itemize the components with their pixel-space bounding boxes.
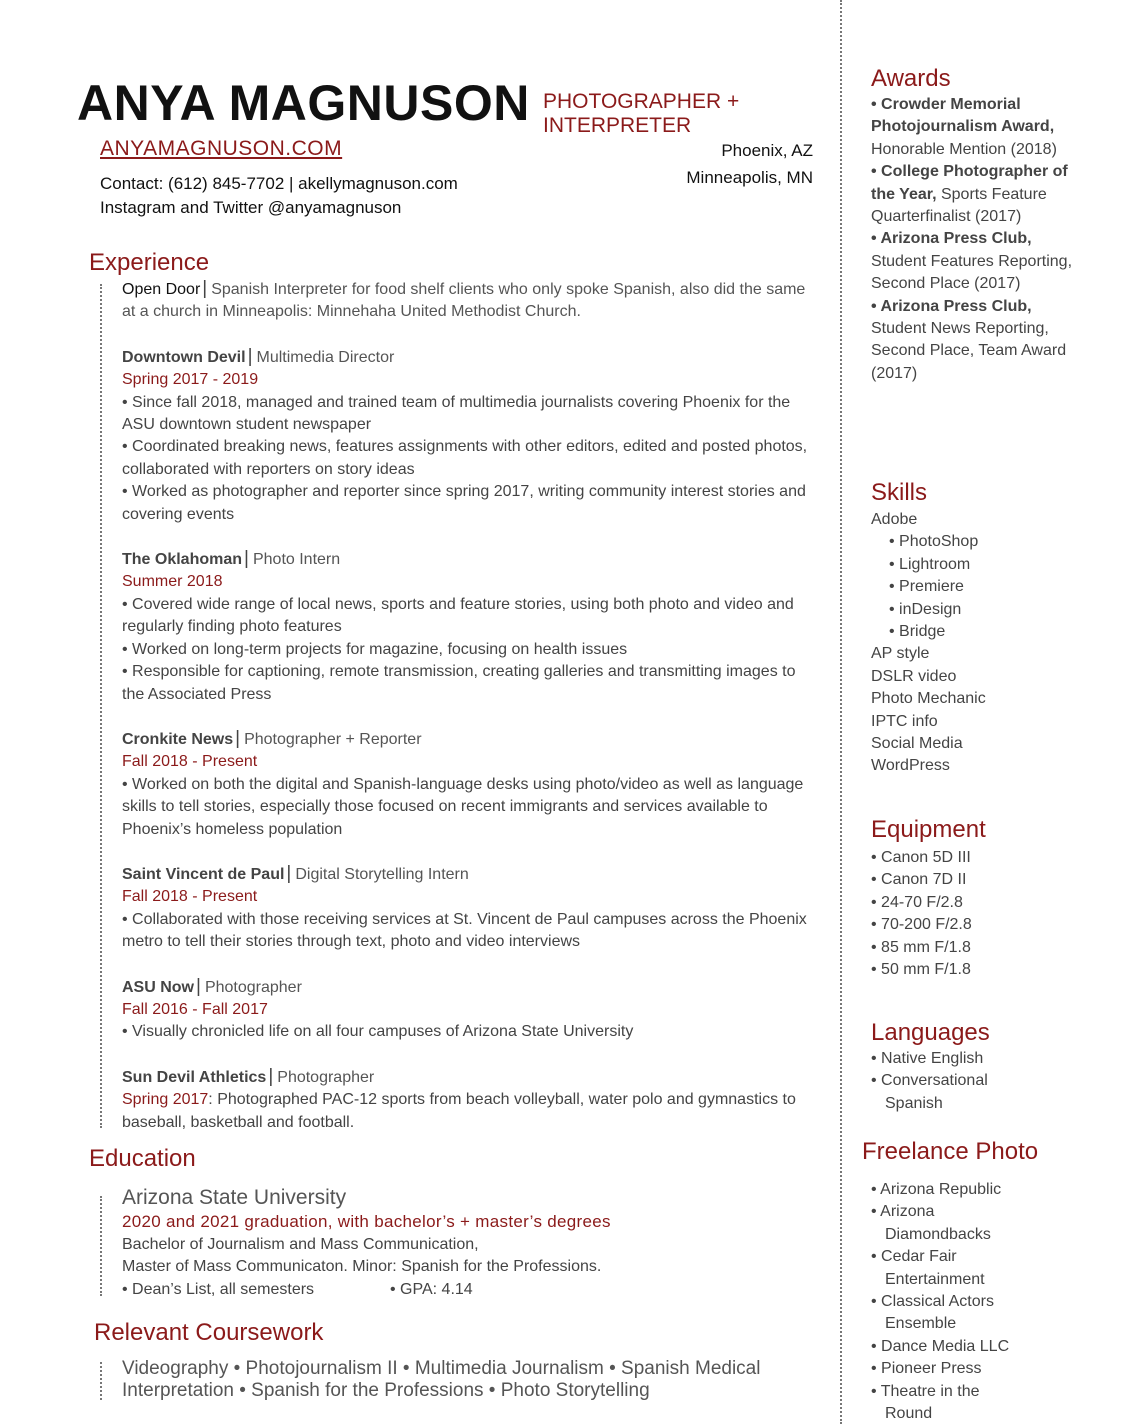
award-name: • College Photographer of the Year, (871, 163, 1068, 203)
job-header (122, 548, 822, 571)
skills-heading: Skills (871, 479, 928, 506)
job-bullet: • Worked on both the digital and Spanish-language desks using photo/video as well as language skills to tell stories, especially those focused on recent immigrants and services available to Phoenix’s homeless population (122, 775, 804, 838)
job-organization: Open Door (122, 281, 201, 298)
job-bullet: • Covered wide range of local news, sports and feature stories, using both photo and video and regularly finding photo features (122, 595, 794, 636)
freelance-item: • Cedar Fair Entertainment (871, 1248, 985, 1288)
job-role: Photographer (204, 978, 302, 996)
equipment-list (871, 847, 1106, 981)
job-organization: Sun Devil Athletics (122, 1068, 267, 1086)
education-rule (100, 1196, 102, 1296)
contact-line: Contact: (612) 845-7702 | akellymagnuson.com (100, 174, 458, 193)
freelance-item: • Dance Media LLC (871, 1337, 1010, 1355)
job-header (122, 863, 822, 886)
award-detail: Sports Feature Quarterfinalist (2017) (871, 185, 1047, 226)
skill-subitem: • Premiere (889, 578, 964, 596)
freelance-item: • Pioneer Press (871, 1360, 982, 1378)
skill-subitem: • Bridge (889, 623, 946, 641)
languages-heading: Languages (871, 1019, 990, 1046)
job-role: Photographer (277, 1068, 375, 1086)
separator: | (247, 345, 253, 367)
job-role: Photographer + Reporter (244, 730, 422, 748)
experience-heading: Experience (89, 249, 210, 276)
job-header (122, 976, 822, 999)
equipment-heading: Equipment (871, 816, 986, 843)
skill-subitem: • Lightroom (889, 555, 971, 573)
job-entry (122, 976, 822, 1044)
degree-line: Bachelor of Journalism and Mass Communication, (122, 1236, 479, 1253)
skill-item: AP style (871, 645, 930, 663)
separator: | (235, 727, 241, 749)
award-detail: Student Features Reporting, Second Place (2017) (871, 252, 1073, 293)
job-entry (122, 548, 822, 706)
job-role: Digital Storytelling Intern (295, 865, 469, 883)
freelance-item: • Classical Actors Ensemble (871, 1293, 994, 1333)
column-divider (840, 0, 842, 1424)
deans-list: • Dean’s List, all semesters (122, 1280, 315, 1298)
language-item: • Native English (871, 1050, 984, 1067)
skills-list (871, 509, 1106, 778)
job-bullet: • Worked on long-term projects for magazine, focusing on health issues (122, 640, 628, 658)
job-header (122, 278, 822, 324)
education-block (122, 1186, 822, 1301)
job-organization: Saint Vincent de Paul (122, 865, 285, 883)
job-entry (122, 278, 822, 324)
award-detail: Student News Reporting, Second Place, Team Award (2017) (871, 320, 1067, 382)
equipment-item: • 70-200 F/2.8 (871, 916, 972, 934)
degree-line: Master of Mass Communicaton. Minor: Spanish for the Professions. (122, 1258, 602, 1276)
skill-item: WordPress (871, 757, 950, 775)
job-dates-line (122, 571, 822, 593)
job-organization: Downtown Devil (122, 348, 246, 366)
separator: | (202, 278, 208, 299)
job-bullet: • Worked as photographer and reporter since spring 2017, writing community interest stories and covering events (122, 483, 806, 523)
education-heading: Education (89, 1145, 196, 1172)
skill-group: Adobe (871, 511, 918, 528)
equipment-item: • Canon 5D III (871, 849, 971, 866)
equipment-item: • Canon 7D II (871, 871, 967, 889)
job-description: : Photographed PAC-12 sports from beach volleyball, water polo and gymnastics to baseball, basketball and football. (122, 1091, 796, 1131)
skill-item: Photo Mechanic (871, 690, 986, 708)
award-item (871, 228, 1076, 295)
job-header (122, 728, 822, 751)
experience-rule (100, 284, 102, 1128)
coursework-heading: Relevant Coursework (94, 1319, 324, 1346)
freelance-list (871, 1179, 1021, 1425)
resume-name: ANYA MAGNUSON (77, 75, 530, 131)
graduation-line: 2020 and 2021 graduation, with bachelor’s + master’s degrees (122, 1212, 611, 1231)
job-bullet: • Since fall 2018, managed and trained team of multimedia journalists covering Phoenix for the ASU downtown student newspaper (122, 393, 791, 434)
job-entry (122, 1066, 822, 1134)
job-dates-line (122, 999, 822, 1021)
awards-list (871, 94, 1076, 385)
awards-heading: Awards (871, 65, 951, 92)
job-entry (122, 728, 822, 841)
job-dates: Spring 2017 - 2019 (122, 371, 259, 389)
award-item (871, 161, 1076, 228)
job-organization: The Oklahoman (122, 551, 243, 569)
award-item (871, 296, 1076, 386)
school-name: Arizona State University (122, 1186, 347, 1209)
social-line: Instagram and Twitter @anyamagnuson (100, 198, 402, 217)
equipment-item: • 50 mm F/1.8 (871, 961, 971, 979)
award-detail: Honorable Mention (2018) (871, 140, 1057, 158)
job-dates: Fall 2018 - Present (122, 888, 258, 906)
equipment-item: • 85 mm F/1.8 (871, 938, 971, 956)
freelance-item: • Theatre in the Round (871, 1382, 980, 1423)
contact-block (100, 172, 458, 220)
coursework-list: Videography • Photojournalism II • Multimedia Journalism • Spanish Medical Interpretation • Spanish for the Professions • Photo Storytelling (122, 1358, 761, 1402)
location-minneapolis: Minneapolis, MN (686, 168, 813, 187)
award-item (871, 94, 1076, 161)
job-header (122, 346, 822, 369)
freelance-heading: Freelance Photo (862, 1138, 1039, 1165)
job-dates: Summer 2018 (122, 573, 223, 591)
job-bullet: • Responsible for captioning, remote transmission, creating galleries and transmitting images to the Associated Press (122, 663, 796, 703)
coursework-rule (100, 1362, 102, 1400)
job-dates-line (122, 751, 822, 773)
languages-list (871, 1048, 1021, 1115)
award-name: • Arizona Press Club, (871, 297, 1032, 315)
job-header (122, 1066, 822, 1089)
skill-subitem: • PhotoShop (889, 533, 979, 551)
language-item: • Conversational Spanish (871, 1072, 988, 1112)
job-role: Photo Intern (252, 551, 341, 569)
website-link[interactable]: ANYAMAGNUSON.COM (100, 137, 343, 160)
job-role: Spanish Interpreter for food shelf clients who only spoke Spanish, also did the same at a church in Minneapolis: Minnehaha United Methodist Church. (122, 281, 806, 321)
job-bullet: • Visually chronicled life on all four campuses of Arizona State University (122, 1023, 634, 1041)
honors-row (122, 1279, 822, 1301)
location-phoenix: Phoenix, AZ (721, 141, 813, 160)
separator: | (244, 548, 249, 570)
resume-title: PHOTOGRAPHER + INTERPRETER (543, 90, 740, 137)
job-entry (122, 863, 822, 954)
job-organization: ASU Now (122, 978, 194, 996)
skill-item: DSLR video (871, 667, 957, 685)
locations (686, 137, 813, 191)
job-dates: Fall 2018 - Present (122, 753, 258, 771)
job-entry (122, 346, 822, 526)
job-bullet: • Coordinated breaking news, features assignments with other editors, edited and posted photos, collaborated with reporters on story ideas (122, 438, 808, 478)
job-bullet: • Collaborated with those receiving services at St. Vincent de Paul campuses across the Phoenix metro to tell their stories through text, photo and video interviews (122, 910, 807, 951)
equipment-item: • 24-70 F/2.8 (871, 893, 963, 911)
freelance-item: • Arizona Diamondbacks (871, 1203, 991, 1243)
job-organization: Cronkite News (122, 730, 234, 748)
job-dates: Fall 2016 - Fall 2017 (122, 1000, 268, 1018)
job-dates-line (122, 369, 822, 391)
award-name: • Crowder Memorial Photojournalism Award, (871, 96, 1055, 136)
job-dates-line (122, 886, 822, 908)
award-name: • Arizona Press Club, (871, 230, 1032, 248)
gpa: • GPA: 4.14 (390, 1280, 473, 1298)
skill-item: IPTC info (871, 712, 938, 730)
job-dates: Spring 2017 (122, 1091, 209, 1109)
skill-item: Social Media (871, 735, 963, 753)
experience-list (122, 278, 822, 1156)
separator: | (196, 975, 201, 997)
separator: | (286, 862, 292, 884)
job-dates-line (122, 1089, 822, 1134)
freelance-item: • Arizona Republic (871, 1181, 1002, 1198)
separator: | (268, 1065, 274, 1087)
job-role: Multimedia Director (256, 348, 395, 366)
skill-subitem: • inDesign (889, 600, 962, 618)
